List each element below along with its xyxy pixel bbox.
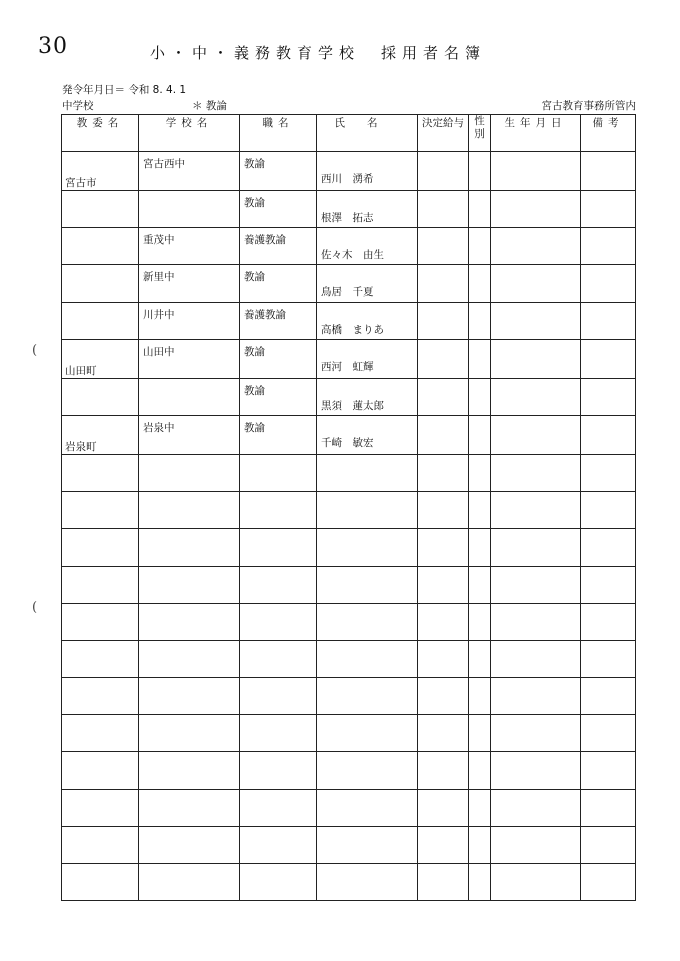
empty-cell [469, 529, 491, 566]
board-cell [62, 302, 139, 339]
notes-cell [581, 339, 636, 378]
blank-row [62, 715, 636, 752]
empty-cell [469, 826, 491, 863]
table-row [62, 415, 636, 454]
birthdate-cell [491, 302, 581, 339]
empty-cell [139, 678, 240, 715]
empty-cell [317, 454, 418, 491]
empty-cell [491, 454, 581, 491]
salary-cell [418, 378, 469, 415]
table-row [62, 302, 636, 339]
position-cell [240, 378, 317, 415]
empty-cell [469, 678, 491, 715]
table-header-row [62, 115, 636, 152]
empty-cell [581, 678, 636, 715]
gender-cell [469, 378, 491, 415]
empty-cell [240, 529, 317, 566]
empty-cell [418, 752, 469, 789]
empty-cell [62, 492, 139, 529]
position-cell-text: 養護教諭 [244, 308, 286, 321]
empty-cell [240, 789, 317, 826]
empty-cell [240, 603, 317, 640]
empty-cell [418, 678, 469, 715]
page-number: 30 [38, 34, 68, 59]
notes-cell [581, 152, 636, 191]
empty-cell [317, 492, 418, 529]
name-cell [317, 265, 418, 302]
empty-cell [139, 864, 240, 901]
position-cell-text: 教諭 [244, 158, 265, 170]
issue-date-value: 令和 8. 4. 1 [128, 84, 187, 96]
school-cell [139, 378, 240, 415]
board-cell-text: 岩泉町 [65, 440, 97, 453]
empty-cell [240, 864, 317, 901]
empty-cell [139, 715, 240, 752]
empty-cell [469, 566, 491, 603]
empty-cell [317, 715, 418, 752]
empty-cell [581, 492, 636, 529]
gender-cell [469, 265, 491, 302]
school-cell-text: 山田中 [143, 345, 175, 358]
table-row [62, 152, 636, 191]
empty-cell [469, 864, 491, 901]
birthdate-cell [491, 228, 581, 265]
empty-cell [491, 529, 581, 566]
blank-row [62, 454, 636, 491]
school-cell-text: 新里中 [143, 271, 175, 284]
school-cell [139, 228, 240, 265]
office-name: 宮古教育事務所管内 [541, 100, 636, 112]
name-cell-text: 根澤 拓志 [321, 212, 374, 224]
position-cell-text: 教諭 [244, 271, 265, 284]
empty-cell [491, 492, 581, 529]
empty-cell [62, 678, 139, 715]
empty-cell [469, 492, 491, 529]
position-cell [240, 152, 317, 191]
empty-cell [581, 454, 636, 491]
school-cell-text: 川井中 [143, 308, 175, 321]
school-cell-text: 重茂中 [143, 234, 175, 247]
empty-cell [317, 752, 418, 789]
empty-cell [240, 678, 317, 715]
board-cell-text [62, 228, 138, 251]
column-header-gender [469, 115, 491, 152]
name-cell [317, 339, 418, 378]
name-cell [317, 191, 418, 228]
blank-row [62, 566, 636, 603]
school-cell-text [139, 191, 239, 195]
empty-cell [317, 678, 418, 715]
gender-cell [469, 152, 491, 191]
empty-cell [240, 826, 317, 863]
birthdate-cell [491, 378, 581, 415]
empty-cell [139, 603, 240, 640]
empty-cell [139, 566, 240, 603]
board-cell-text [62, 265, 138, 288]
board-cell-text: 宮古市 [65, 177, 97, 189]
table-row [62, 265, 636, 302]
empty-cell [317, 640, 418, 677]
empty-cell [62, 826, 139, 863]
blank-row [62, 864, 636, 901]
issue-date-label: 発令年月日＝ [62, 84, 125, 96]
empty-cell [581, 864, 636, 901]
empty-cell [418, 826, 469, 863]
empty-cell [62, 603, 139, 640]
position-filter: ＊ 教論 [192, 100, 227, 112]
document-title: 小・中・義務教育学校 採用者名簿 [150, 44, 487, 62]
empty-cell [418, 789, 469, 826]
issue-date [62, 82, 186, 97]
board-cell-text [62, 191, 138, 214]
position-cell-text: 教諭 [244, 421, 265, 434]
empty-cell [317, 864, 418, 901]
school-type: 中学校 [62, 100, 94, 112]
table-row [62, 191, 636, 228]
school-cell [139, 191, 240, 228]
empty-cell [62, 566, 139, 603]
blank-row [62, 603, 636, 640]
empty-cell [418, 454, 469, 491]
name-cell [317, 152, 418, 191]
notes-cell [581, 228, 636, 265]
birthdate-cell [491, 152, 581, 191]
column-header-notes: 備考 [581, 115, 636, 152]
empty-cell [139, 454, 240, 491]
board-cell [62, 152, 139, 191]
salary-cell [418, 302, 469, 339]
gender-cell [469, 191, 491, 228]
empty-cell [469, 640, 491, 677]
name-cell-text: 高橋 まりあ [321, 323, 384, 336]
board-cell-text: 山田町 [65, 364, 97, 377]
empty-cell [469, 789, 491, 826]
salary-cell [418, 339, 469, 378]
margin-mark: ( [32, 343, 38, 358]
empty-cell [317, 529, 418, 566]
empty-cell [581, 603, 636, 640]
name-cell-text: 佐々木 由生 [321, 249, 384, 262]
name-cell [317, 378, 418, 415]
empty-cell [491, 715, 581, 752]
column-header-school: 学校名 [139, 115, 240, 152]
blank-row [62, 678, 636, 715]
empty-cell [317, 826, 418, 863]
school-cell-text: 岩泉中 [143, 421, 175, 434]
empty-cell [62, 715, 139, 752]
empty-cell [418, 864, 469, 901]
empty-cell [240, 752, 317, 789]
empty-cell [491, 603, 581, 640]
column-header-salary: 決定給与 [418, 115, 469, 152]
name-cell [317, 228, 418, 265]
empty-cell [139, 752, 240, 789]
empty-cell [240, 566, 317, 603]
blank-row [62, 789, 636, 826]
position-cell [240, 415, 317, 454]
name-cell-text: 鳥居 千夏 [321, 286, 374, 299]
empty-cell [418, 492, 469, 529]
salary-cell [418, 415, 469, 454]
position-cell-text: 教諭 [244, 384, 265, 397]
board-cell-text [62, 379, 138, 402]
empty-cell [418, 603, 469, 640]
empty-cell [62, 789, 139, 826]
notes-cell [581, 415, 636, 454]
school-cell [139, 339, 240, 378]
blank-row [62, 492, 636, 529]
position-cell [240, 339, 317, 378]
column-header-position: 職名 [240, 115, 317, 152]
empty-cell [139, 640, 240, 677]
empty-cell [240, 640, 317, 677]
birthdate-cell [491, 339, 581, 378]
empty-cell [581, 529, 636, 566]
school-cell [139, 302, 240, 339]
position-cell [240, 265, 317, 302]
empty-cell [62, 454, 139, 491]
empty-cell [418, 566, 469, 603]
position-cell-text: 教諭 [244, 345, 265, 358]
position-cell [240, 191, 317, 228]
blank-row [62, 752, 636, 789]
empty-cell [62, 529, 139, 566]
gender-cell [469, 228, 491, 265]
empty-cell [581, 715, 636, 752]
empty-cell [418, 529, 469, 566]
empty-cell [491, 566, 581, 603]
blank-row [62, 529, 636, 566]
empty-cell [62, 640, 139, 677]
empty-cell [139, 529, 240, 566]
column-header-gender-text: 性別 [474, 115, 485, 140]
column-header-birthdate: 生年月日 [491, 115, 581, 152]
column-header-board: 教委名 [62, 115, 139, 152]
salary-cell [418, 152, 469, 191]
empty-cell [491, 640, 581, 677]
board-cell [62, 191, 139, 228]
name-cell [317, 302, 418, 339]
board-cell [62, 378, 139, 415]
empty-cell [581, 826, 636, 863]
name-cell-text: 黒須 蓮太郎 [321, 399, 384, 412]
empty-cell [491, 864, 581, 901]
table-row [62, 228, 636, 265]
empty-cell [240, 454, 317, 491]
empty-cell [317, 566, 418, 603]
empty-cell [491, 752, 581, 789]
gender-cell [469, 339, 491, 378]
notes-cell [581, 191, 636, 228]
blank-row [62, 826, 636, 863]
empty-cell [581, 752, 636, 789]
empty-cell [139, 789, 240, 826]
table-row [62, 378, 636, 415]
board-cell [62, 415, 139, 454]
gender-cell [469, 302, 491, 339]
notes-cell [581, 302, 636, 339]
empty-cell [491, 826, 581, 863]
board-cell-text [62, 303, 138, 326]
salary-cell [418, 228, 469, 265]
column-header-name-text: 氏名 [334, 117, 400, 129]
board-cell [62, 265, 139, 302]
empty-cell [469, 715, 491, 752]
empty-cell [139, 826, 240, 863]
empty-cell [491, 789, 581, 826]
margin-mark: ( [32, 600, 38, 615]
column-header-name [317, 115, 418, 152]
empty-cell [317, 789, 418, 826]
empty-cell [418, 715, 469, 752]
empty-cell [581, 640, 636, 677]
salary-cell [418, 265, 469, 302]
position-cell-text: 養護教諭 [244, 234, 286, 247]
school-cell-text: 宮古西中 [143, 158, 185, 170]
empty-cell [62, 864, 139, 901]
empty-cell [491, 678, 581, 715]
birthdate-cell [491, 415, 581, 454]
empty-cell [581, 566, 636, 603]
blank-row [62, 640, 636, 677]
school-cell [139, 152, 240, 191]
empty-cell [469, 454, 491, 491]
board-cell [62, 339, 139, 378]
empty-cell [317, 603, 418, 640]
empty-cell [62, 752, 139, 789]
notes-cell [581, 265, 636, 302]
school-cell-text [139, 379, 239, 383]
name-cell-text: 西川 湧希 [321, 173, 374, 185]
board-cell [62, 228, 139, 265]
name-cell-text: 千崎 敏宏 [321, 436, 374, 449]
empty-cell [240, 492, 317, 529]
salary-cell [418, 191, 469, 228]
position-cell [240, 228, 317, 265]
empty-cell [240, 715, 317, 752]
name-cell-text: 西河 虹輝 [321, 360, 374, 373]
notes-cell [581, 378, 636, 415]
empty-cell [418, 640, 469, 677]
position-cell-text: 教諭 [244, 197, 265, 209]
birthdate-cell [491, 265, 581, 302]
table-row [62, 339, 636, 378]
name-cell [317, 415, 418, 454]
roster-table [61, 114, 636, 901]
birthdate-cell [491, 191, 581, 228]
empty-cell [581, 789, 636, 826]
empty-cell [469, 752, 491, 789]
school-cell [139, 415, 240, 454]
gender-cell [469, 415, 491, 454]
empty-cell [139, 492, 240, 529]
school-cell [139, 265, 240, 302]
empty-cell [469, 603, 491, 640]
position-cell [240, 302, 317, 339]
